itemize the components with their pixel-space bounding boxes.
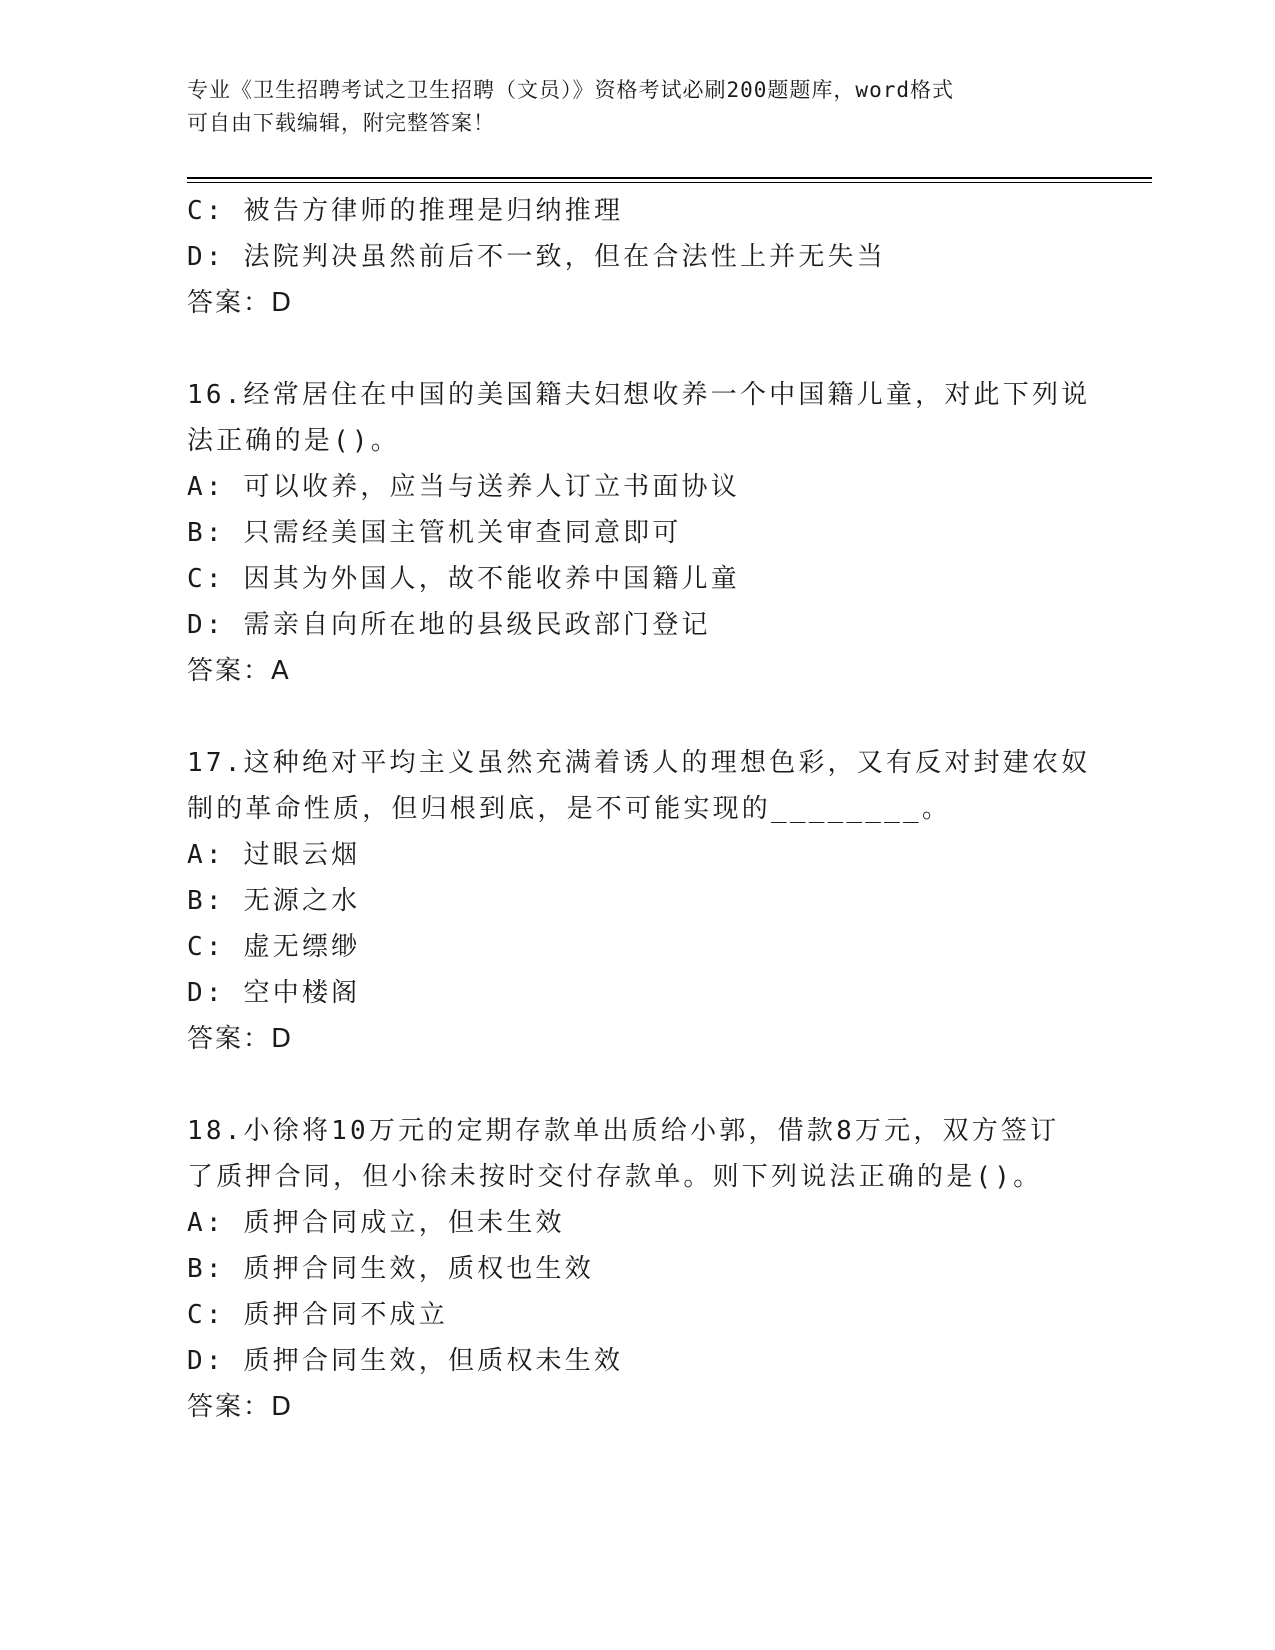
document-header <box>187 74 1067 140</box>
prev-option-d: D: 法院判决虽然前后不一致，但在合法性上并无失当 <box>187 242 886 272</box>
spacer <box>187 326 1107 372</box>
spacer <box>187 1062 1107 1108</box>
question-stem: 17.这种绝对平均主义虽然充满着诱人的理想色彩，又有反对封建农奴 <box>187 748 1091 778</box>
option-c: C: 因其为外国人，故不能收养中国籍儿童 <box>187 564 740 594</box>
question-stem: 16.经常居住在中国的美国籍夫妇想收养一个中国籍儿童，对此下列说 <box>187 380 1091 410</box>
answer: 答案：D <box>187 1024 294 1054</box>
header-line-2: 可自由下载编辑，附完整答案！ <box>187 111 495 135</box>
option-c: C: 质押合同不成立 <box>187 1300 448 1330</box>
question-content <box>187 188 1107 1430</box>
question-17 <box>187 740 1107 1062</box>
question-stem: 18.小徐将10万元的定期存款单出质给小郭，借款8万元，双方签订 <box>187 1116 1060 1146</box>
header-rule-thin <box>187 182 1152 183</box>
option-c: C: 虚无缥缈 <box>187 932 361 962</box>
question-stem: 法正确的是()。 <box>187 426 400 456</box>
spacer <box>187 694 1107 740</box>
question-stem: 制的革命性质，但归根到底，是不可能实现的________。 <box>187 794 952 824</box>
option-b: B: 质押合同生效，质权也生效 <box>187 1254 594 1284</box>
question-stem: 了质押合同，但小徐未按时交付存款单。则下列说法正确的是()。 <box>187 1162 1043 1192</box>
header-rule-thick <box>187 177 1152 179</box>
prev-option-c: C: 被告方律师的推理是归纳推理 <box>187 196 624 226</box>
prev-answer: 答案：D <box>187 288 294 318</box>
option-a: A: 可以收养，应当与送养人订立书面协议 <box>187 472 740 502</box>
option-d: D: 空中楼阁 <box>187 978 361 1008</box>
option-a: A: 质押合同成立，但未生效 <box>187 1208 565 1238</box>
question-18 <box>187 1108 1107 1430</box>
answer: 答案：D <box>187 1392 294 1422</box>
header-line-1: 专业《卫生招聘考试之卫生招聘（文员）》资格考试必刷200题题库，word格式 <box>187 78 954 102</box>
option-d: D: 需亲自向所在地的县级民政部门登记 <box>187 610 711 640</box>
option-b: B: 无源之水 <box>187 886 361 916</box>
question-16 <box>187 372 1107 694</box>
option-a: A: 过眼云烟 <box>187 840 361 870</box>
answer: 答案：A <box>187 656 291 686</box>
option-b: B: 只需经美国主管机关审查同意即可 <box>187 518 682 548</box>
option-d: D: 质押合同生效，但质权未生效 <box>187 1346 624 1376</box>
